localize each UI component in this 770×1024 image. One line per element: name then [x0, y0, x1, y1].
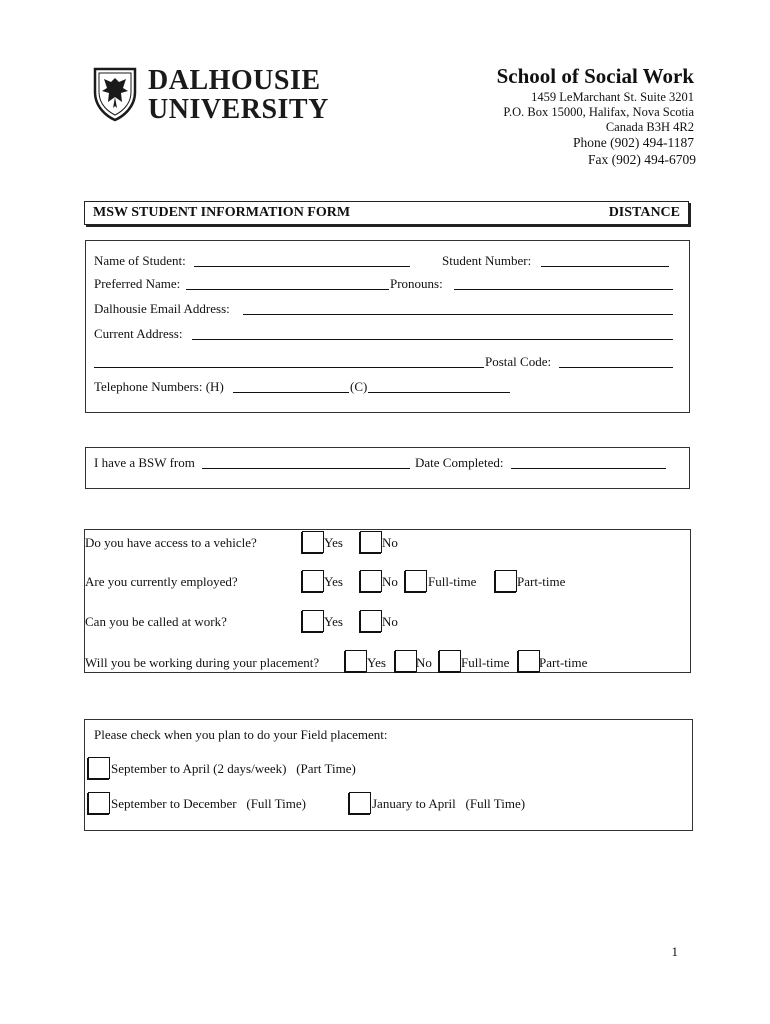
called-yes-checkbox[interactable]: [302, 610, 324, 632]
working-yes-checkbox[interactable]: [345, 650, 367, 672]
called-no-label: No: [382, 614, 398, 629]
school-phone: Phone (902) 494-1187: [573, 135, 694, 150]
date-completed-field[interactable]: [511, 468, 666, 469]
name-field[interactable]: [194, 266, 410, 267]
working-fulltime-checkbox[interactable]: [439, 650, 461, 672]
employed-question: Are you currently employed?: [85, 574, 238, 589]
student-number-field[interactable]: [541, 266, 669, 267]
email-field[interactable]: [243, 314, 673, 315]
sep-dec-label: September to December (Full Time): [111, 796, 306, 811]
employed-no-checkbox[interactable]: [360, 570, 382, 592]
called-yes-label: Yes: [324, 614, 343, 629]
employed-parttime-label: Part-time: [517, 574, 566, 589]
cell-phone-field[interactable]: [368, 392, 510, 393]
working-no-checkbox[interactable]: [395, 650, 417, 672]
employed-yes-checkbox[interactable]: [302, 570, 324, 592]
email-label: Dalhousie Email Address:: [94, 301, 230, 316]
name-label: Name of Student:: [94, 253, 186, 268]
working-parttime-checkbox[interactable]: [518, 650, 540, 672]
school-title: School of Social Work: [496, 64, 694, 88]
school-fax: Fax (902) 494-6709: [588, 152, 696, 167]
address-field[interactable]: [192, 339, 673, 340]
form-type: DISTANCE: [608, 205, 680, 220]
date-completed-label: Date Completed:: [415, 455, 504, 470]
home-phone-field[interactable]: [233, 392, 349, 393]
called-at-work-question: Can you be called at work?: [85, 614, 227, 629]
employed-fulltime-checkbox[interactable]: [405, 570, 427, 592]
pronouns-label: Pronouns:: [390, 276, 443, 291]
sep-apr-label: September to April (2 days/week) (Part Time): [111, 761, 356, 776]
working-yes-label: Yes: [367, 655, 386, 670]
employed-no-label: No: [382, 574, 398, 589]
vehicle-yes-label: Yes: [324, 535, 343, 550]
jan-apr-label: January to April (Full Time): [372, 796, 526, 811]
placement-prompt: Please check when you plan to do your Field placement:: [94, 727, 388, 742]
vehicle-no-label: No: [382, 535, 398, 550]
address-label: Current Address:: [94, 326, 183, 341]
working-parttime-label: Part-time: [539, 655, 588, 670]
vehicle-no-checkbox[interactable]: [360, 531, 382, 553]
employed-parttime-checkbox[interactable]: [495, 570, 517, 592]
working-fulltime-label: Full-time: [461, 655, 510, 670]
school-address-line2: P.O. Box 15000, Halifax, Nova Scotia: [503, 105, 694, 119]
called-no-checkbox[interactable]: [360, 610, 382, 632]
home-phone-label: Telephone Numbers: (H): [94, 379, 224, 394]
dalhousie-logo: [92, 65, 329, 126]
cell-phone-label: (C): [350, 379, 368, 394]
university-crest-icon: [92, 66, 138, 122]
page-number: 1: [671, 944, 678, 959]
school-address-line3: Canada B3H 4R2: [605, 120, 694, 134]
preferred-name-field[interactable]: [186, 289, 389, 290]
university-name-line2: UNIVERSITY: [148, 94, 329, 125]
form-title-bar: [84, 201, 689, 225]
university-name-line1: DALHOUSIE: [148, 65, 321, 96]
school-address-line1: 1459 LeMarchant St. Suite 3201: [531, 90, 694, 104]
bsw-from-label: I have a BSW from: [94, 455, 195, 470]
working-no-label: No: [416, 655, 432, 670]
jan-apr-checkbox[interactable]: [349, 792, 371, 814]
sep-apr-checkbox[interactable]: [88, 757, 110, 779]
working-placement-question: Will you be working during your placement?: [85, 655, 320, 670]
sep-dec-checkbox[interactable]: [88, 792, 110, 814]
postal-code-field[interactable]: [559, 367, 673, 368]
student-number-label: Student Number:: [442, 253, 532, 268]
employed-yes-label: Yes: [324, 574, 343, 589]
pronouns-field[interactable]: [454, 289, 673, 290]
address-field-line2[interactable]: [94, 367, 484, 368]
form-title: MSW STUDENT INFORMATION FORM: [93, 205, 351, 220]
bsw-from-field[interactable]: [202, 468, 410, 469]
preferred-name-label: Preferred Name:: [94, 276, 181, 291]
employed-fulltime-label: Full-time: [428, 574, 477, 589]
postal-code-label: Postal Code:: [485, 354, 552, 369]
vehicle-yes-checkbox[interactable]: [302, 531, 324, 553]
vehicle-question: Do you have access to a vehicle?: [85, 535, 257, 550]
